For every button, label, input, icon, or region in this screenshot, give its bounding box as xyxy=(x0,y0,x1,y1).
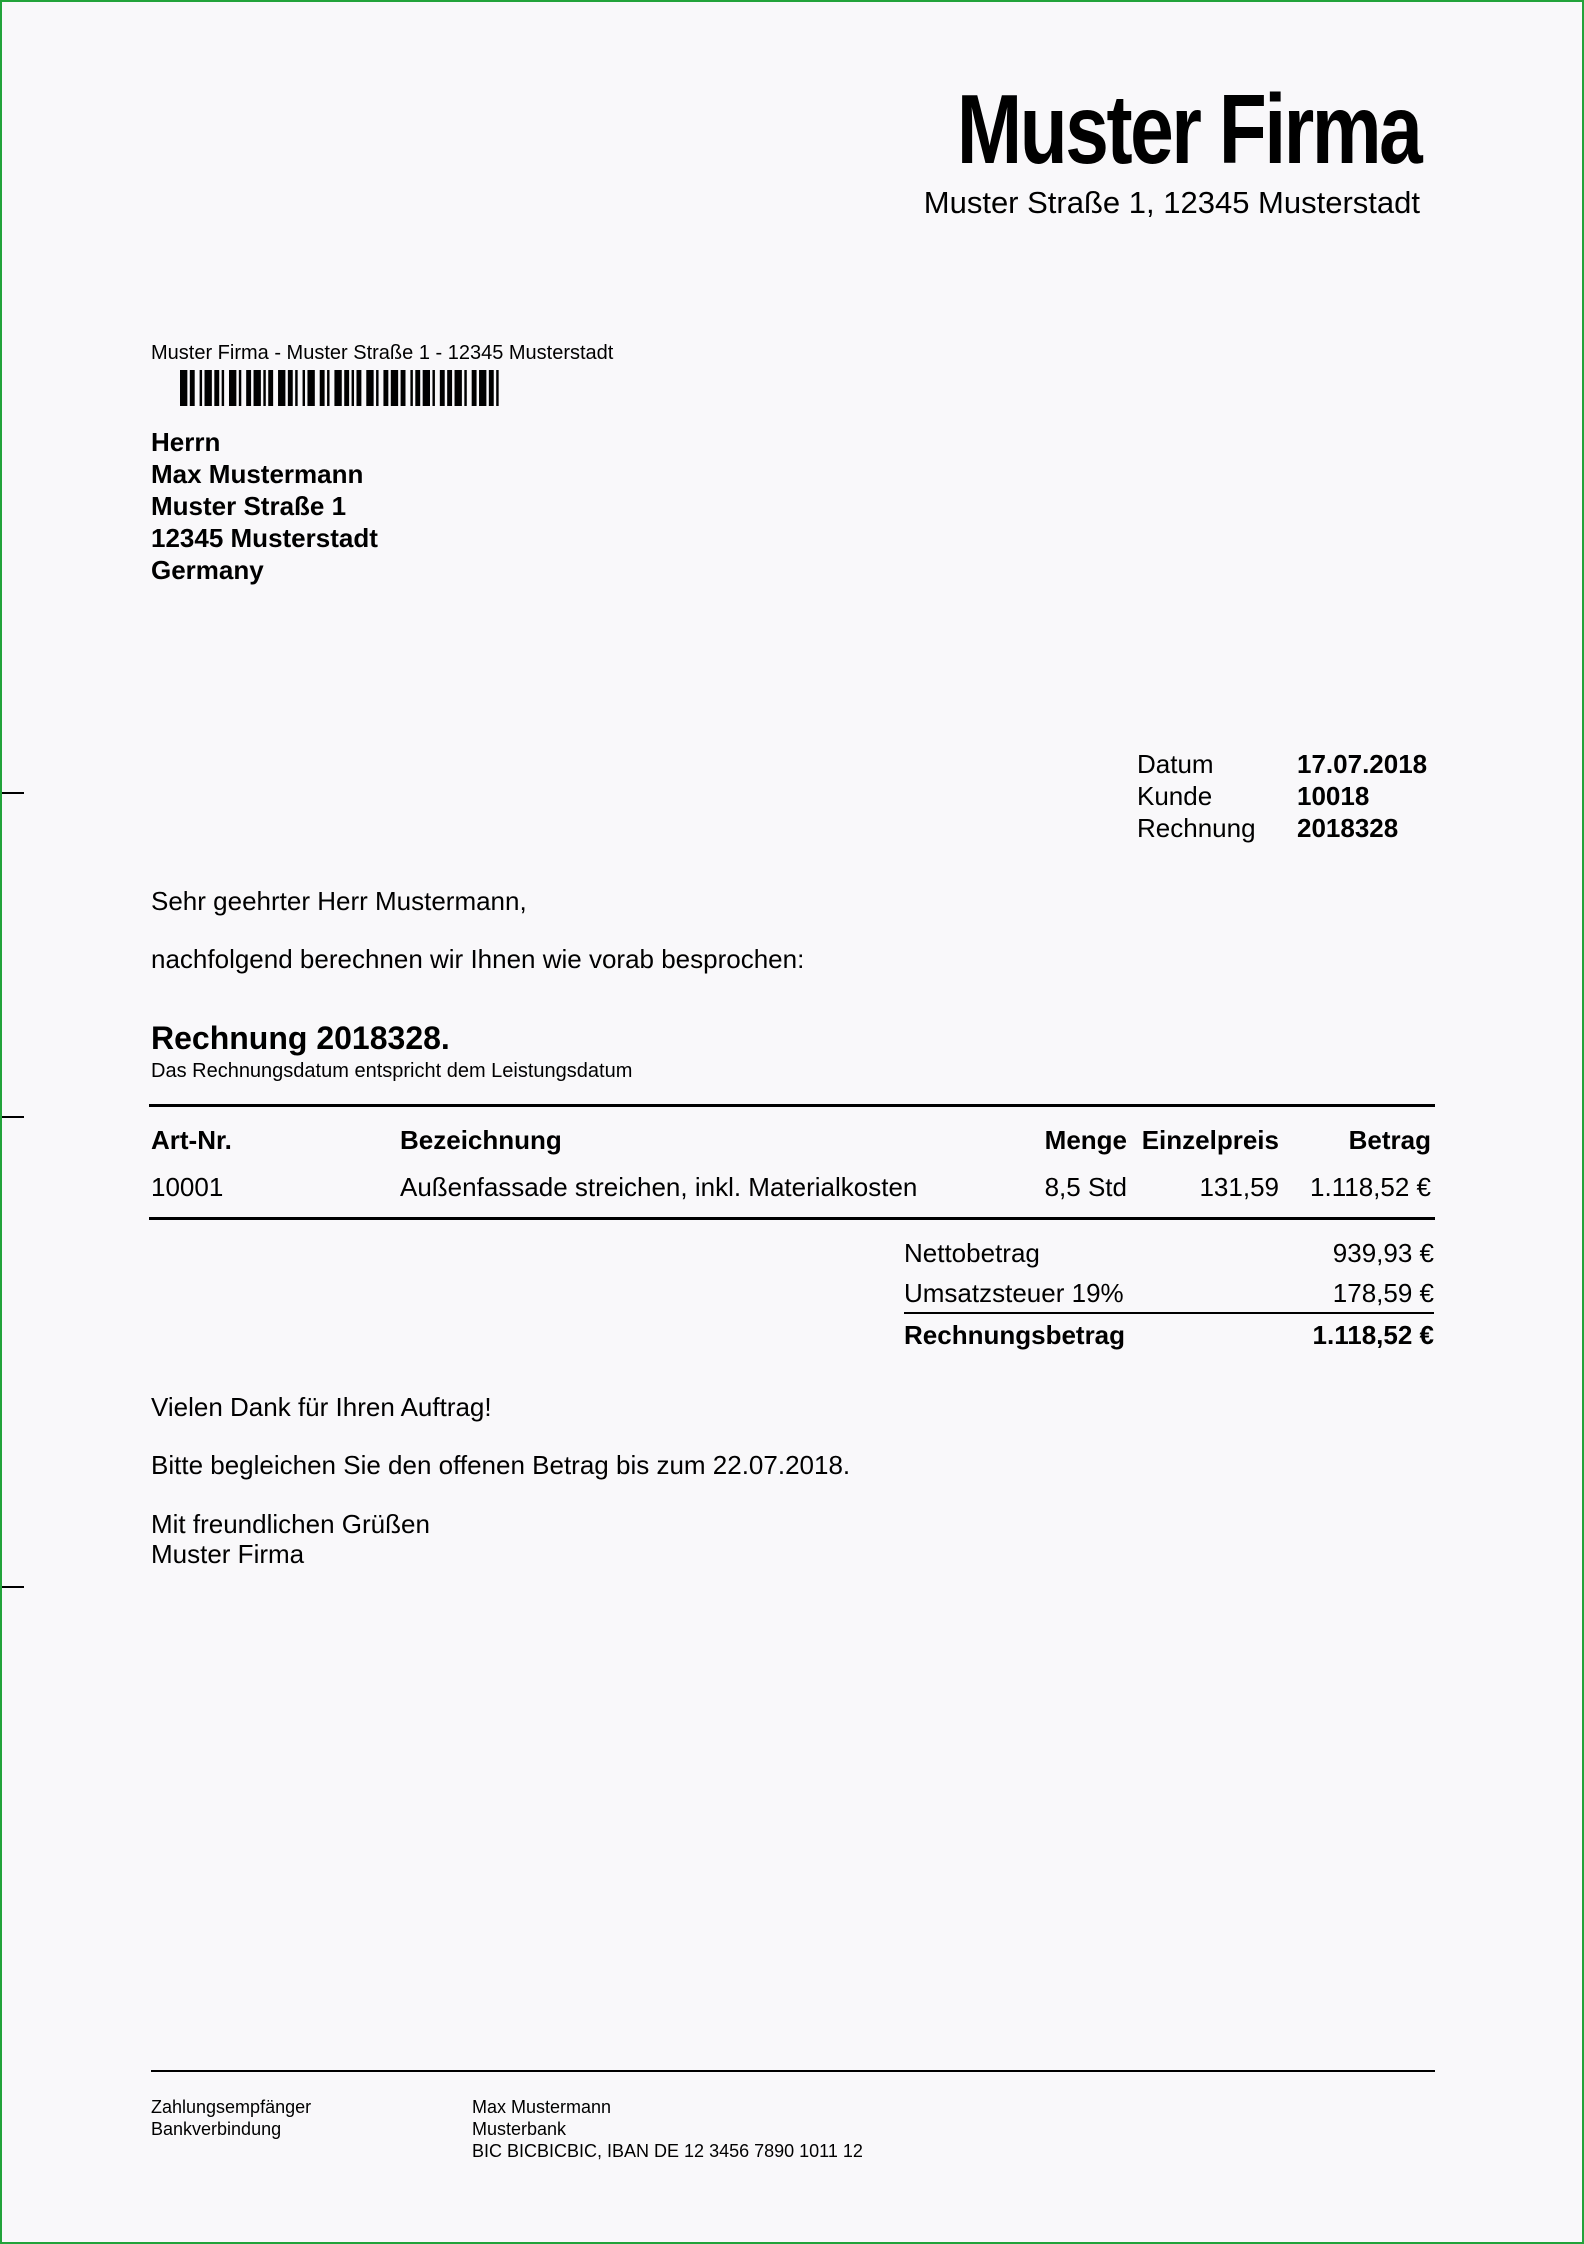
meta-value: 2018328 xyxy=(1297,813,1399,843)
meta-label: Kunde xyxy=(1137,781,1213,811)
footer-bank: Musterbank xyxy=(472,2119,567,2139)
barcode-bar xyxy=(239,370,241,406)
meta-row-date xyxy=(1137,748,1427,780)
invoice-title: Rechnung 2018328. xyxy=(151,1020,450,1056)
barcode-bar xyxy=(376,370,378,406)
closing-greeting: Mit freundlichen Grüßen xyxy=(151,1509,430,1539)
closing-signature: Muster Firma xyxy=(151,1539,305,1569)
total-label: Rechnungsbetrag xyxy=(904,1320,1126,1350)
barcode-bar xyxy=(334,370,341,406)
invoice-meta xyxy=(1137,748,1427,844)
barcode-bar xyxy=(205,370,212,406)
barcode-bar xyxy=(307,370,314,406)
col-header-bezeichnung: Bezeichnung xyxy=(400,1125,562,1155)
table-cell-art-nr: 10001 xyxy=(151,1172,224,1202)
letter-salutation: Sehr geehrter Herr Mustermann, xyxy=(151,886,527,916)
punch-mark xyxy=(2,1116,24,1118)
footer-values xyxy=(472,2096,863,2162)
barcode-bar xyxy=(391,370,398,406)
barcode-bar xyxy=(472,370,477,406)
totals-total-row xyxy=(904,1320,1434,1351)
barcode-bar xyxy=(489,370,494,406)
company-name: Muster Firma xyxy=(956,74,1420,184)
net-value: 939,93 € xyxy=(1332,1238,1434,1268)
footer-label-bank: Bankverbindung xyxy=(151,2119,282,2139)
barcode-bar xyxy=(246,370,251,406)
barcode-bar xyxy=(278,370,285,406)
barcode-bar xyxy=(455,370,462,406)
meta-value: 17.07.2018 xyxy=(1297,749,1428,779)
barcode-bar xyxy=(229,370,236,406)
table-top-rule xyxy=(149,1104,1435,1107)
col-header-betrag: Betrag xyxy=(1348,1125,1431,1155)
barcode-bar xyxy=(352,370,354,406)
barcode-bar xyxy=(200,370,202,406)
table-cell-menge: 8,5 Std xyxy=(1044,1172,1127,1202)
totals-rule xyxy=(904,1312,1434,1314)
payment-note: Bitte begleichen Sie den offenen Betrag bis zum 22.07.2018. xyxy=(151,1450,851,1480)
barcode-bar xyxy=(288,370,293,406)
col-header-einzelpreis: Einzelpreis xyxy=(1141,1125,1279,1155)
footer-labels xyxy=(151,2096,311,2140)
table-cell-einzelpreis: 131,59 xyxy=(1199,1172,1279,1202)
barcode-bar xyxy=(447,370,452,406)
total-value: 1.118,52 € xyxy=(1312,1320,1434,1350)
footer-payee: Max Mustermann xyxy=(472,2097,612,2117)
totals-tax-row xyxy=(904,1278,1434,1309)
barcode-bar xyxy=(254,370,261,406)
footer-bic-iban: BIC BICBICBIC, IBAN DE 12 3456 7890 1011 12 xyxy=(472,2141,863,2161)
recipient-city: 12345 Musterstadt xyxy=(151,523,378,553)
totals-net-row xyxy=(904,1238,1434,1269)
col-header-art-nr: Art-Nr. xyxy=(151,1125,232,1155)
barcode-bar xyxy=(383,370,388,406)
meta-row-invoice xyxy=(1137,812,1427,844)
meta-label: Datum xyxy=(1137,749,1214,779)
barcode-bar xyxy=(415,370,420,406)
table-cell-bezeichnung: Außenfassade streichen, inkl. Materialkosten xyxy=(400,1172,918,1202)
letter-intro: nachfolgend berechnen wir Ihnen wie vorab besprochen: xyxy=(151,944,805,974)
company-address: Muster Straße 1, 12345 Musterstadt xyxy=(923,185,1420,220)
barcode-bar xyxy=(479,370,486,406)
recipient-salutation: Herrn xyxy=(151,427,221,457)
barcode-bar xyxy=(366,370,373,406)
invoice-subtitle: Das Rechnungsdatum entspricht dem Leistungsdatum xyxy=(151,1060,633,1082)
barcode-bar xyxy=(496,370,498,406)
col-header-menge: Menge xyxy=(1044,1125,1127,1155)
barcode-bar xyxy=(190,370,195,406)
barcode-bar xyxy=(303,370,305,406)
barcode-bar xyxy=(401,370,406,406)
barcode-bar xyxy=(327,370,329,406)
net-label: Nettobetrag xyxy=(904,1238,1040,1268)
recipient-address xyxy=(151,426,378,586)
barcode-bar xyxy=(263,370,265,406)
barcode-bar xyxy=(222,370,224,406)
barcode-bar xyxy=(295,370,297,406)
fold-mark xyxy=(2,792,24,794)
table-cell-betrag: 1.118,52 € xyxy=(1310,1172,1431,1202)
barcode-bar xyxy=(410,370,412,406)
meta-value: 10018 xyxy=(1297,781,1370,811)
meta-row-customer xyxy=(1137,780,1427,812)
meta-label: Rechnung xyxy=(1137,813,1256,843)
barcode-bar xyxy=(344,370,349,406)
thanks-text: Vielen Dank für Ihren Auftrag! xyxy=(151,1392,492,1422)
footer-rule xyxy=(151,2070,1435,2072)
tax-label: Umsatzsteuer 19% xyxy=(904,1278,1124,1308)
barcode-bar xyxy=(214,370,219,406)
sender-return-address: Muster Firma - Muster Straße 1 - 12345 Musterstadt xyxy=(151,342,614,364)
barcode-bar xyxy=(320,370,325,406)
barcode-bar xyxy=(440,370,445,406)
recipient-name: Max Mustermann xyxy=(151,459,364,489)
tax-value: 178,59 € xyxy=(1332,1278,1434,1308)
barcode-bar xyxy=(268,370,273,406)
barcode-bar xyxy=(423,370,430,406)
footer-label-payee: Zahlungsempfänger xyxy=(151,2097,312,2117)
barcode-bar xyxy=(432,370,434,406)
barcode xyxy=(180,370,506,406)
recipient-country: Germany xyxy=(151,555,264,585)
fold-mark xyxy=(2,1586,24,1588)
barcode-bar xyxy=(464,370,466,406)
barcode-bar xyxy=(356,370,361,406)
barcode-bar xyxy=(180,370,187,406)
recipient-street: Muster Straße 1 xyxy=(151,491,347,521)
table-bottom-rule xyxy=(149,1217,1435,1220)
